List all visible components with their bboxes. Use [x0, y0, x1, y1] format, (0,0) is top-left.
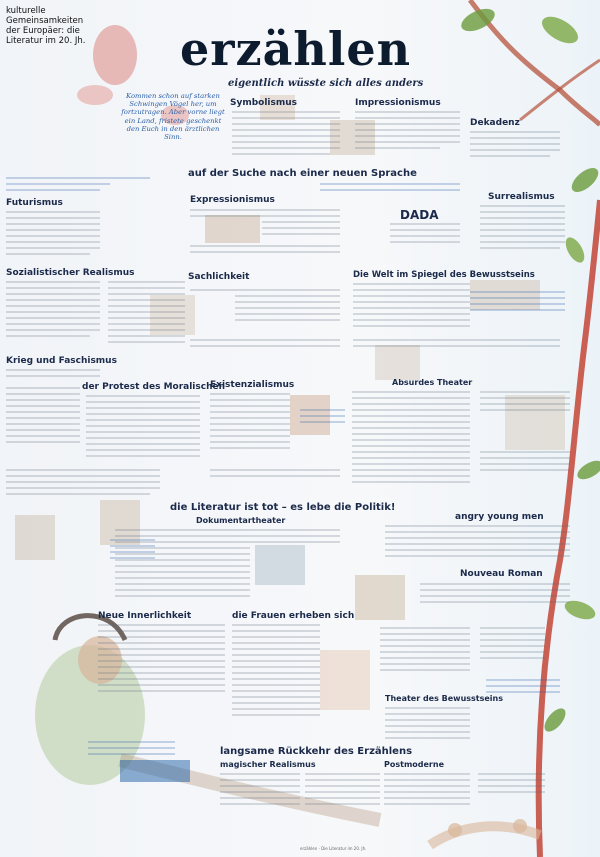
section-impressionismus: Impressionismus	[355, 98, 441, 108]
section-sachlichkeit: Sachlichkeit	[188, 272, 250, 282]
section-postmoderne: Postmoderne	[384, 760, 444, 769]
poster-org: kulturelle Gemeinsamkeiten der Europäer: die Literatur im 20. Jh.	[6, 6, 86, 46]
section-expressionismus: Expressionismus	[190, 195, 275, 205]
section-futurismus: Futurismus	[6, 198, 63, 208]
section-magischer-realismus: magischer Realismus	[220, 760, 316, 769]
section-angry: angry young men	[455, 512, 544, 522]
section-theater-bewusstsein: Theater des Bewusstseins	[385, 694, 503, 703]
poster-title: erzählen	[180, 22, 412, 76]
section-suche: auf der Suche nach einer neuen Sprache	[188, 168, 417, 179]
section-dada: DADA	[400, 208, 439, 222]
section-rueckkehr: langsame Rückkehr des Erzählens	[220, 746, 413, 757]
section-protest: der Protest des Moralischen	[82, 382, 226, 392]
section-frauen: die Frauen erheben sich	[232, 611, 355, 621]
poster-subtitle: eigentlich wüsste sich alles anders	[228, 78, 424, 89]
section-literatur-tot: die Literatur ist tot – es lebe die Politik!	[170, 502, 396, 513]
section-nouveau-roman: Nouveau Roman	[460, 569, 543, 579]
section-soz-realismus: Sozialistischer Realismus	[6, 268, 135, 278]
colophon: erzählen · Die Literatur im 20. Jh.	[300, 846, 367, 851]
section-surrealismus: Surrealismus	[488, 192, 555, 202]
section-dekadenz: Dekadenz	[470, 118, 520, 128]
section-absurdes-theater: Absurdes Theater	[392, 378, 473, 387]
section-symbolismus: Symbolismus	[230, 98, 298, 108]
section-dokumentartheater: Dokumentartheater	[196, 516, 286, 525]
top-quote: Kommen schon auf starken Schwingen Vögel her, um fortzutragen. Aber vorne liegt ein Land, fristete geschenkt den Euch in den ärztlichen Sinn.	[121, 92, 225, 142]
section-krieg: Krieg und Faschismus	[6, 356, 117, 366]
section-neue-innerlichkeit: Neue Innerlichkeit	[98, 611, 192, 621]
section-welt-spiegel: Die Welt im Spiegel des Bewusstseins	[353, 270, 535, 280]
section-existenzialismus: Existenzialismus	[210, 380, 295, 390]
